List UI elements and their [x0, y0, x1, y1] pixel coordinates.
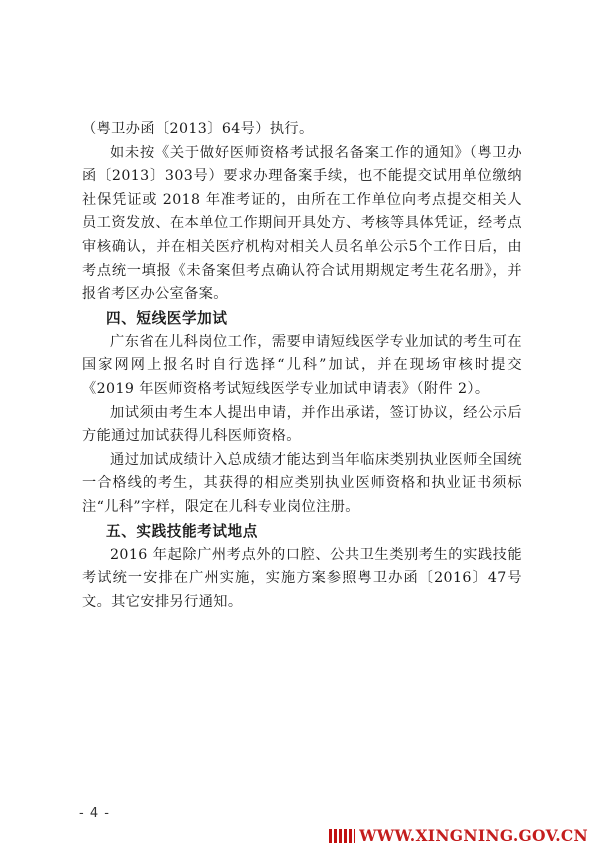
paragraph-pediatrics-application: 广东省在儿科岗位工作，需要申请短线医学专业加试的考生可在国家网网上报名时自行选择“儿科”加试，并在现场审核时提交《2019 年医师资格考试短线医学专业加试申请表》（附件 2）。	[82, 333, 522, 397]
paragraph-filing-requirements: 如未按《关于做好医师资格考试报名备案工作的通知》（粤卫办函〔2013〕303号）要求办理备案手续，也不能提交试用单位缴纳社保凭证或 2018 年准考证的，由所在工作单位向考点提交相关人员工资发放、在本单位工作期间开具处方、考核等具体凭证，经考点审核确认，并在相关医疗机构对相关人员名单公示5个工作日后，由考点统一填报《未备案但考点确认符合试用期规定考生花名册》，并报省考区办公室备案。	[82, 144, 522, 303]
section-heading-5: 五、实践技能考试地点	[106, 522, 258, 540]
paragraph-continuation: （粤卫办函〔2013〕64号）执行。	[82, 121, 314, 137]
paragraph-exam-location: 2016 年起除广州考点外的口腔、公共卫生类别考生的实践技能考试统一安排在广州实施，实施方案参照粤卫办函〔2016〕47号文。其它安排另行通知。	[82, 546, 522, 610]
paragraph-pediatrics-commitment: 加试须由考生本人提出申请，并作出承诺，签订协议，经公示后方能通过加试获得儿科医师资格。	[82, 404, 522, 445]
watermark-url: WWW.XINGNING.GOV.CN	[359, 826, 588, 845]
document-body	[82, 118, 522, 614]
site-watermark	[329, 826, 588, 845]
section-heading-4: 四、短线医学加试	[106, 309, 228, 327]
paragraph-pediatrics-certification: 通过加试成绩计入总成绩才能达到当年临床类别执业医师全国统一合格线的考生，其获得的相应类别执业医师资格和执业证书须标注“儿科”字样，限定在儿科专业岗位注册。	[82, 451, 522, 515]
page-number: - 4 -	[79, 806, 110, 821]
watermark-stripes-icon	[329, 829, 355, 843]
